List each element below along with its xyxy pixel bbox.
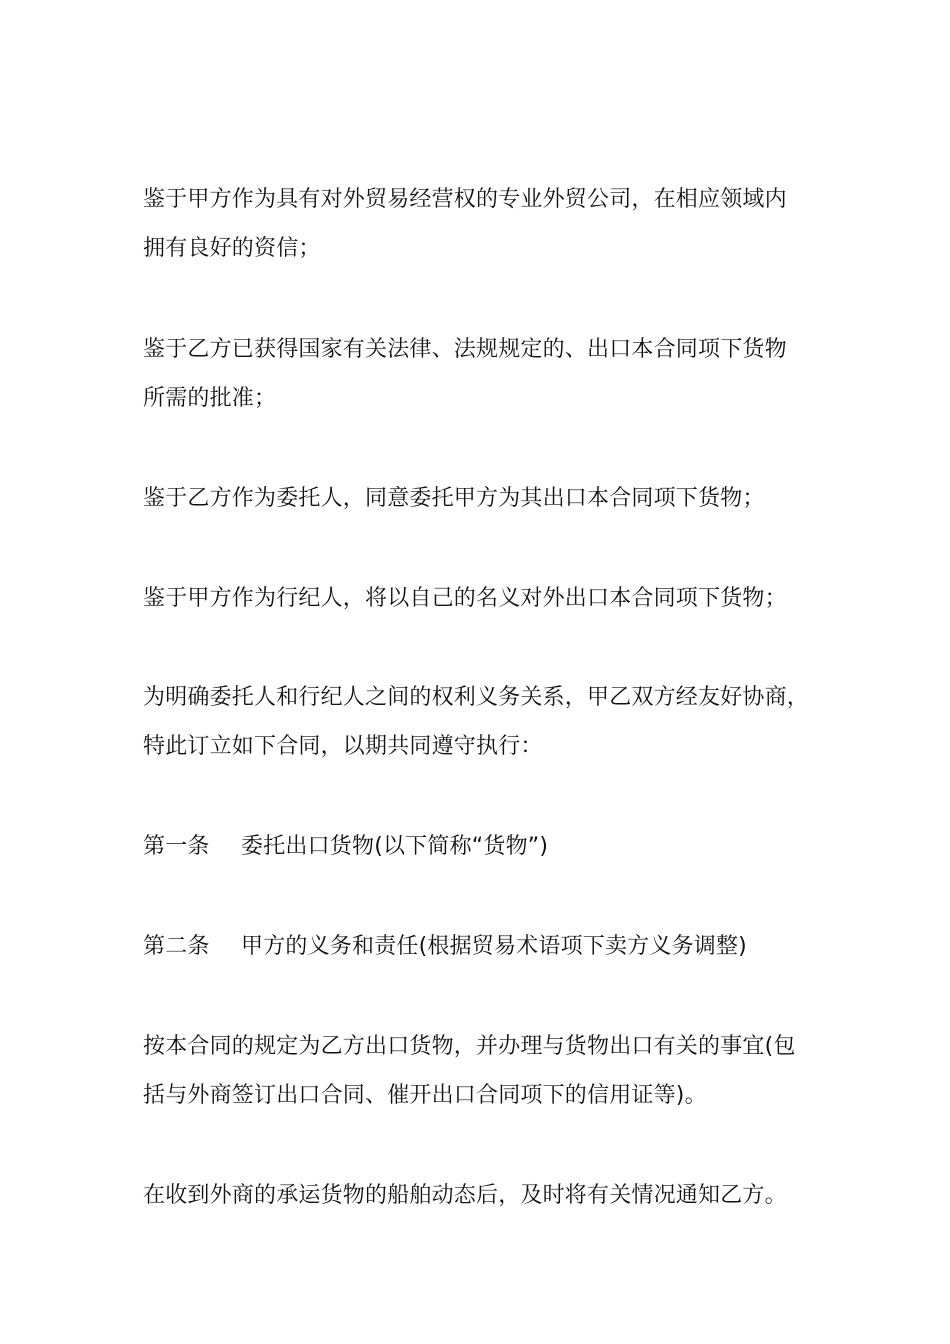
clause-2: 在收到外商的承运货物的船舶动态后，及时将有关情况通知乙方。 xyxy=(143,1183,787,1208)
article-1-number: 第一条 xyxy=(143,834,210,859)
article-1-heading xyxy=(143,832,548,862)
paragraph-5-line-2: 特此订立如下合同，以期共同遵守执行： xyxy=(143,734,543,759)
article-2-title: 甲方的义务和责任(根据贸易术语项下卖方义务调整) xyxy=(241,934,747,959)
paragraph-2-line-1: 鉴于乙方已获得国家有关法律、法规规定的、出口本合同项下货物 xyxy=(143,337,787,362)
clause-1-line-1: 按本合同的规定为乙方出口货物，并办理与货物出口有关的事宜(包 xyxy=(143,1034,796,1059)
article-2-heading xyxy=(143,932,747,962)
article-1-title: 委托出口货物(以下简称“货物”) xyxy=(241,834,549,859)
paragraph-3: 鉴于乙方作为委托人，同意委托甲方为其出口本合同项下货物； xyxy=(143,486,765,511)
article-2-number: 第二条 xyxy=(143,934,210,959)
paragraph-5-line-1: 为明确委托人和行纪人之间的权利义务关系，甲乙双方经友好协商， xyxy=(143,685,810,710)
paragraph-1-line-2: 拥有良好的资信； xyxy=(143,236,321,261)
clause-1-line-2: 括与外商签订出口合同、催开出口合同项下的信用证等)。 xyxy=(143,1083,707,1108)
paragraph-2-line-2: 所需的批准； xyxy=(143,386,277,411)
paragraph-4: 鉴于甲方作为行纪人，将以自己的名义对外出口本合同项下货物； xyxy=(143,586,787,611)
paragraph-1-line-1: 鉴于甲方作为具有对外贸易经营权的专业外贸公司，在相应领域内 xyxy=(143,187,787,212)
